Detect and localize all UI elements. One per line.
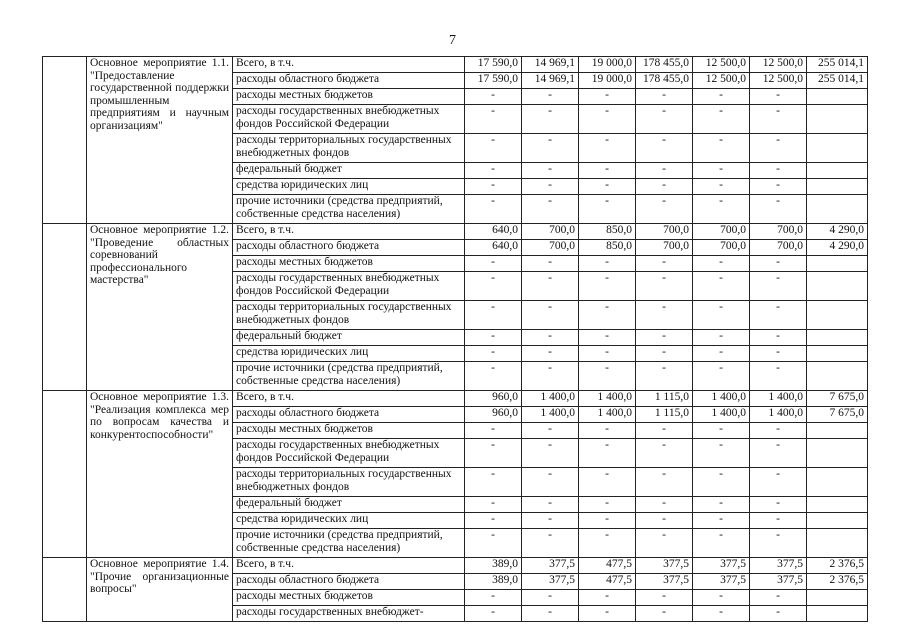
year-value: -: [465, 439, 522, 468]
year-value: 377,5: [750, 558, 807, 574]
year-value: -: [579, 301, 636, 330]
year-value: -: [579, 497, 636, 513]
year-value: -: [693, 272, 750, 301]
year-value: 700,0: [693, 224, 750, 240]
year-value: 850,0: [579, 240, 636, 256]
year-value: -: [579, 590, 636, 606]
year-value: -: [750, 346, 807, 362]
year-value: -: [693, 439, 750, 468]
event-title: Основное мероприятие 1.4. "Прочие организационные вопросы": [87, 558, 233, 622]
funding-source: расходы государственных внебюджетных фондов Российской Федерации: [233, 272, 465, 301]
year-value: 377,5: [522, 558, 579, 574]
year-value: -: [579, 179, 636, 195]
year-value: 14 969,1: [522, 73, 579, 89]
year-value: -: [693, 89, 750, 105]
year-value: -: [750, 439, 807, 468]
total-value: [807, 346, 868, 362]
year-value: -: [465, 163, 522, 179]
year-value: -: [693, 195, 750, 224]
total-value: [807, 134, 868, 163]
year-value: 377,5: [693, 574, 750, 590]
year-value: 1 115,0: [636, 407, 693, 423]
year-value: -: [465, 179, 522, 195]
funding-source: прочие источники (средства предприятий, собственные средства населения): [233, 362, 465, 391]
year-value: 377,5: [636, 558, 693, 574]
total-value: 4 290,0: [807, 240, 868, 256]
total-value: [807, 301, 868, 330]
table-row: [43, 224, 868, 240]
year-value: -: [693, 606, 750, 622]
year-value: -: [750, 163, 807, 179]
year-value: -: [579, 163, 636, 179]
year-value: -: [750, 134, 807, 163]
year-value: 477,5: [579, 574, 636, 590]
funding-source: расходы территориальных государственных внебюджетных фондов: [233, 134, 465, 163]
year-value: -: [465, 134, 522, 163]
year-value: -: [636, 529, 693, 558]
total-value: [807, 105, 868, 134]
total-value: [807, 89, 868, 105]
total-value: [807, 163, 868, 179]
year-value: -: [750, 89, 807, 105]
page-number: 7: [449, 33, 456, 48]
year-value: -: [636, 89, 693, 105]
total-value: 4 290,0: [807, 224, 868, 240]
year-value: 640,0: [465, 224, 522, 240]
year-value: -: [693, 163, 750, 179]
year-value: -: [465, 606, 522, 622]
year-value: 1 400,0: [693, 391, 750, 407]
table-row: [43, 558, 868, 574]
year-value: -: [465, 195, 522, 224]
year-value: 178 455,0: [636, 57, 693, 73]
year-value: -: [693, 301, 750, 330]
year-value: -: [579, 606, 636, 622]
year-value: -: [750, 423, 807, 439]
year-value: 17 590,0: [465, 57, 522, 73]
year-value: -: [522, 272, 579, 301]
year-value: -: [636, 497, 693, 513]
year-value: 1 400,0: [750, 391, 807, 407]
year-value: -: [693, 497, 750, 513]
year-value: 700,0: [522, 240, 579, 256]
year-value: -: [693, 105, 750, 134]
year-value: -: [693, 590, 750, 606]
year-value: -: [636, 195, 693, 224]
year-value: 19 000,0: [579, 57, 636, 73]
year-value: 1 400,0: [579, 407, 636, 423]
year-value: 700,0: [693, 240, 750, 256]
year-value: -: [693, 179, 750, 195]
total-value: [807, 606, 868, 622]
funding-source: расходы территориальных государственных внебюджетных фондов: [233, 301, 465, 330]
year-value: -: [522, 179, 579, 195]
year-value: -: [750, 529, 807, 558]
year-value: -: [522, 423, 579, 439]
year-value: -: [522, 346, 579, 362]
funding-source: расходы местных бюджетов: [233, 423, 465, 439]
event-title: Основное мероприятие 1.1. "Предоставление государственной поддержки промышленным предприятиям и научным организациям": [87, 57, 233, 224]
year-value: 12 500,0: [750, 57, 807, 73]
year-value: 700,0: [636, 224, 693, 240]
year-value: -: [465, 301, 522, 330]
year-value: -: [522, 195, 579, 224]
year-value: -: [579, 272, 636, 301]
year-value: -: [750, 330, 807, 346]
year-value: -: [636, 513, 693, 529]
year-value: -: [465, 256, 522, 272]
year-value: -: [579, 423, 636, 439]
year-value: -: [465, 346, 522, 362]
year-value: 850,0: [579, 224, 636, 240]
year-value: -: [522, 468, 579, 497]
funding-source: Всего, в т.ч.: [233, 224, 465, 240]
year-value: -: [579, 346, 636, 362]
year-value: 377,5: [522, 574, 579, 590]
year-value: 1 400,0: [693, 407, 750, 423]
year-value: -: [522, 301, 579, 330]
year-value: -: [465, 468, 522, 497]
year-value: -: [636, 330, 693, 346]
year-value: -: [522, 362, 579, 391]
year-value: 477,5: [579, 558, 636, 574]
funding-source: Всего, в т.ч.: [233, 558, 465, 574]
year-value: 960,0: [465, 407, 522, 423]
funding-source: Всего, в т.ч.: [233, 391, 465, 407]
year-value: 700,0: [636, 240, 693, 256]
year-value: -: [465, 362, 522, 391]
year-value: -: [636, 606, 693, 622]
year-value: -: [636, 362, 693, 391]
year-value: 960,0: [465, 391, 522, 407]
year-value: 1 400,0: [750, 407, 807, 423]
total-value: 255 014,1: [807, 73, 868, 89]
year-value: 1 400,0: [522, 407, 579, 423]
year-value: -: [750, 590, 807, 606]
year-value: -: [465, 272, 522, 301]
funding-source: расходы областного бюджета: [233, 240, 465, 256]
funding-source: средства юридических лиц: [233, 513, 465, 529]
year-value: -: [465, 89, 522, 105]
year-value: -: [522, 529, 579, 558]
funding-source: расходы государственных внебюджетных фондов Российской Федерации: [233, 105, 465, 134]
year-value: -: [579, 330, 636, 346]
year-value: -: [693, 513, 750, 529]
year-value: 389,0: [465, 558, 522, 574]
funding-source: расходы областного бюджета: [233, 73, 465, 89]
year-value: -: [693, 423, 750, 439]
year-value: 700,0: [750, 224, 807, 240]
table-row: [43, 57, 868, 73]
year-value: -: [750, 468, 807, 497]
year-value: -: [750, 195, 807, 224]
total-value: 7 675,0: [807, 391, 868, 407]
year-value: -: [750, 272, 807, 301]
event-title: Основное мероприятие 1.2. "Проведение областных соревнований профессионального мастерства": [87, 224, 233, 391]
year-value: -: [636, 163, 693, 179]
year-value: 178 455,0: [636, 73, 693, 89]
total-value: 2 376,5: [807, 574, 868, 590]
year-value: -: [579, 513, 636, 529]
total-value: 2 376,5: [807, 558, 868, 574]
year-value: 17 590,0: [465, 73, 522, 89]
year-value: 377,5: [693, 558, 750, 574]
year-value: -: [522, 89, 579, 105]
funding-source: расходы местных бюджетов: [233, 89, 465, 105]
year-value: 12 500,0: [750, 73, 807, 89]
year-value: -: [522, 134, 579, 163]
year-value: -: [579, 468, 636, 497]
total-value: [807, 195, 868, 224]
year-value: 700,0: [522, 224, 579, 240]
funding-source: средства юридических лиц: [233, 179, 465, 195]
year-value: -: [693, 468, 750, 497]
funding-source: расходы областного бюджета: [233, 574, 465, 590]
year-value: -: [636, 105, 693, 134]
year-value: -: [750, 606, 807, 622]
year-value: 19 000,0: [579, 73, 636, 89]
budget-table: [42, 56, 868, 622]
year-value: -: [522, 256, 579, 272]
year-value: 1 400,0: [522, 391, 579, 407]
year-value: -: [636, 272, 693, 301]
empty-cell: [43, 391, 87, 558]
year-value: -: [522, 105, 579, 134]
year-value: -: [579, 362, 636, 391]
funding-source: федеральный бюджет: [233, 497, 465, 513]
total-value: [807, 439, 868, 468]
year-value: -: [522, 439, 579, 468]
year-value: -: [750, 105, 807, 134]
year-value: 14 969,1: [522, 57, 579, 73]
year-value: -: [522, 497, 579, 513]
year-value: 12 500,0: [693, 73, 750, 89]
year-value: -: [693, 256, 750, 272]
year-value: -: [636, 423, 693, 439]
year-value: -: [693, 529, 750, 558]
year-value: -: [465, 330, 522, 346]
funding-source: федеральный бюджет: [233, 330, 465, 346]
total-value: [807, 590, 868, 606]
year-value: 12 500,0: [693, 57, 750, 73]
year-value: -: [579, 529, 636, 558]
year-value: -: [636, 179, 693, 195]
total-value: [807, 272, 868, 301]
year-value: -: [465, 423, 522, 439]
year-value: -: [465, 513, 522, 529]
total-value: [807, 362, 868, 391]
year-value: 377,5: [750, 574, 807, 590]
year-value: -: [750, 497, 807, 513]
year-value: -: [750, 362, 807, 391]
year-value: -: [636, 346, 693, 362]
year-value: -: [693, 330, 750, 346]
year-value: 377,5: [636, 574, 693, 590]
year-value: 389,0: [465, 574, 522, 590]
funding-source: расходы областного бюджета: [233, 407, 465, 423]
funding-source: расходы государственных внебюджет-: [233, 606, 465, 622]
year-value: -: [465, 590, 522, 606]
funding-source: Всего, в т.ч.: [233, 57, 465, 73]
year-value: 1 400,0: [579, 391, 636, 407]
year-value: -: [636, 439, 693, 468]
year-value: -: [522, 163, 579, 179]
year-value: 700,0: [750, 240, 807, 256]
funding-source: средства юридических лиц: [233, 346, 465, 362]
total-value: [807, 179, 868, 195]
funding-source: расходы территориальных государственных внебюджетных фондов: [233, 468, 465, 497]
year-value: -: [579, 105, 636, 134]
year-value: 640,0: [465, 240, 522, 256]
empty-cell: [43, 57, 87, 224]
event-title: Основное мероприятие 1.3. "Реализация комплекса мер по вопросам качества и конкурентоспособности": [87, 391, 233, 558]
empty-cell: [43, 558, 87, 622]
total-value: 255 014,1: [807, 57, 868, 73]
year-value: -: [579, 439, 636, 468]
total-value: 7 675,0: [807, 407, 868, 423]
year-value: -: [522, 330, 579, 346]
funding-source: расходы местных бюджетов: [233, 590, 465, 606]
year-value: -: [579, 256, 636, 272]
total-value: [807, 330, 868, 346]
year-value: -: [522, 590, 579, 606]
year-value: -: [636, 256, 693, 272]
year-value: -: [750, 179, 807, 195]
total-value: [807, 497, 868, 513]
year-value: -: [636, 590, 693, 606]
year-value: -: [693, 362, 750, 391]
year-value: 1 115,0: [636, 391, 693, 407]
year-value: -: [579, 134, 636, 163]
year-value: -: [522, 513, 579, 529]
year-value: -: [693, 346, 750, 362]
year-value: -: [693, 134, 750, 163]
year-value: -: [750, 513, 807, 529]
total-value: [807, 256, 868, 272]
table-row: [43, 391, 868, 407]
year-value: -: [636, 134, 693, 163]
total-value: [807, 529, 868, 558]
year-value: -: [636, 301, 693, 330]
year-value: -: [636, 468, 693, 497]
year-value: -: [465, 529, 522, 558]
funding-source: расходы государственных внебюджетных фондов Российской Федерации: [233, 439, 465, 468]
year-value: -: [579, 195, 636, 224]
total-value: [807, 513, 868, 529]
year-value: -: [750, 301, 807, 330]
funding-source: федеральный бюджет: [233, 163, 465, 179]
funding-source: прочие источники (средства предприятий, собственные средства населения): [233, 529, 465, 558]
year-value: -: [465, 105, 522, 134]
total-value: [807, 423, 868, 439]
year-value: -: [465, 497, 522, 513]
empty-cell: [43, 224, 87, 391]
year-value: -: [750, 256, 807, 272]
year-value: -: [522, 606, 579, 622]
year-value: -: [579, 89, 636, 105]
funding-source: прочие источники (средства предприятий, собственные средства населения): [233, 195, 465, 224]
funding-source: расходы местных бюджетов: [233, 256, 465, 272]
total-value: [807, 468, 868, 497]
